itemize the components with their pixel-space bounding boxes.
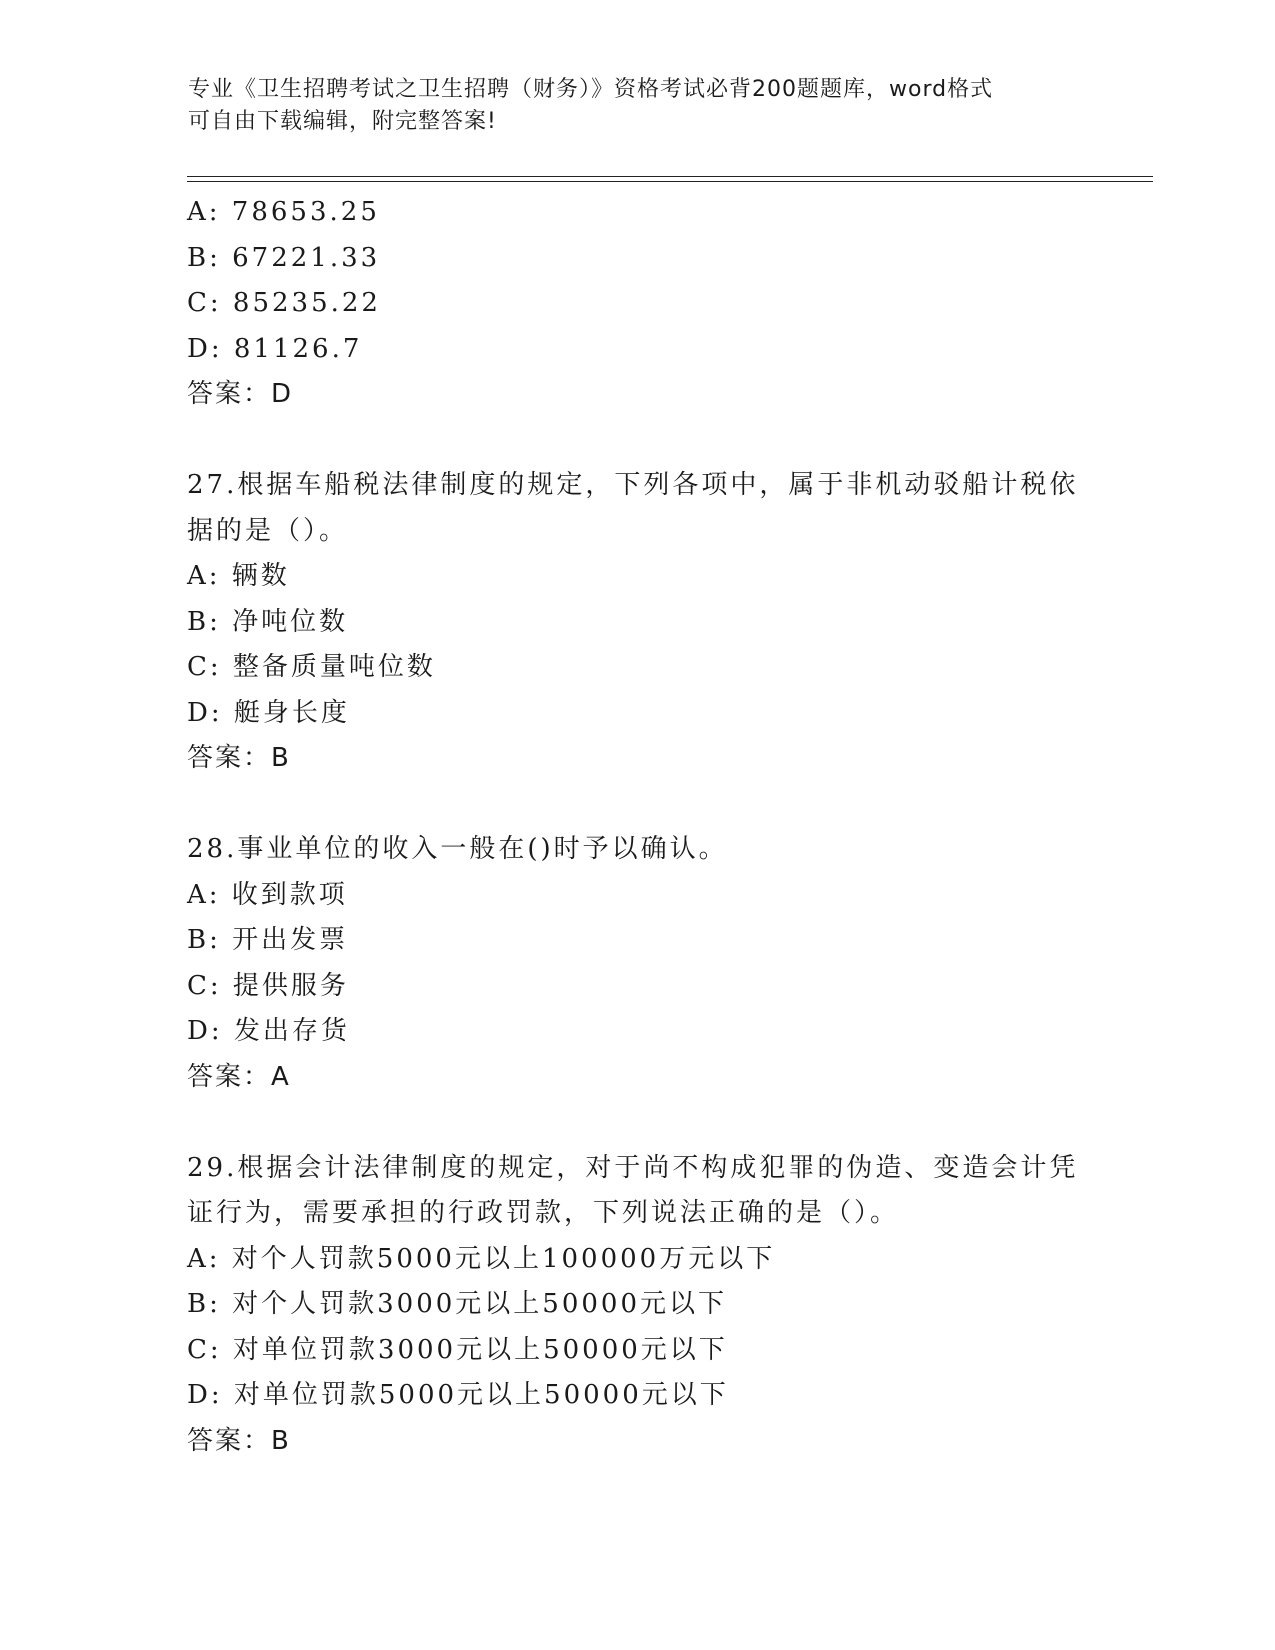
question-text-line-2: 证行为，需要承担的行政罚款，下列说法正确的是（）。 xyxy=(187,1198,900,1228)
question-text-line-2: 据的是（）。 xyxy=(187,515,349,546)
answer: 答案：B xyxy=(187,743,291,773)
option-a: A: 辆数 xyxy=(187,561,290,591)
answer: 答案：D xyxy=(187,379,294,409)
header-divider-top xyxy=(187,176,1153,177)
header-divider-bottom xyxy=(187,181,1153,182)
option-a: A: 对个人罚款5000元以上100000万元以下 xyxy=(187,1243,776,1274)
question-text-line-1: 28.事业单位的收入一般在()时予以确认。 xyxy=(187,834,728,864)
question-28 xyxy=(187,827,1087,1100)
option-a: A: 78653.25 xyxy=(187,197,380,227)
question-list xyxy=(187,190,1087,1464)
header-line-1: 专业《卫生招聘考试之卫生招聘（财务）》资格考试必背200题题库，word格式 xyxy=(188,77,994,102)
option-b: B: 净吨位数 xyxy=(187,606,349,637)
option-d: D: 艇身长度 xyxy=(187,697,350,728)
option-b: B: 67221.33 xyxy=(187,242,381,273)
option-c: C: 整备质量吨位数 xyxy=(187,652,436,682)
option-d: D: 81126.7 xyxy=(187,333,363,364)
option-b: B: 开出发票 xyxy=(187,925,349,955)
option-c: C: 85235.22 xyxy=(187,288,381,318)
answer: 答案：B xyxy=(187,1425,291,1456)
question-text-line-1: 29.根据会计法律制度的规定，对于尚不构成犯罪的伪造、变造会计凭 xyxy=(187,1152,1079,1183)
question-27 xyxy=(187,463,1087,782)
spacer xyxy=(187,418,1087,464)
option-b: B: 对个人罚款3000元以上50000元以下 xyxy=(187,1289,728,1319)
document-header xyxy=(188,74,1068,138)
question-29 xyxy=(187,1146,1087,1465)
option-c: C: 提供服务 xyxy=(187,970,349,1001)
spacer xyxy=(187,1100,1087,1146)
header-line-2: 可自由下载编辑，附完整答案! xyxy=(188,109,497,134)
spacer xyxy=(187,782,1087,828)
option-a: A: 收到款项 xyxy=(187,879,348,910)
option-d: D: 对单位罚款5000元以上50000元以下 xyxy=(187,1380,729,1410)
option-d: D: 发出存货 xyxy=(187,1016,350,1046)
question-text-line-1: 27.根据车船税法律制度的规定，下列各项中，属于非机动驳船计税依 xyxy=(187,470,1079,500)
question-26 xyxy=(187,190,1087,418)
answer: 答案：A xyxy=(187,1061,291,1092)
option-c: C: 对单位罚款3000元以上50000元以下 xyxy=(187,1334,728,1365)
